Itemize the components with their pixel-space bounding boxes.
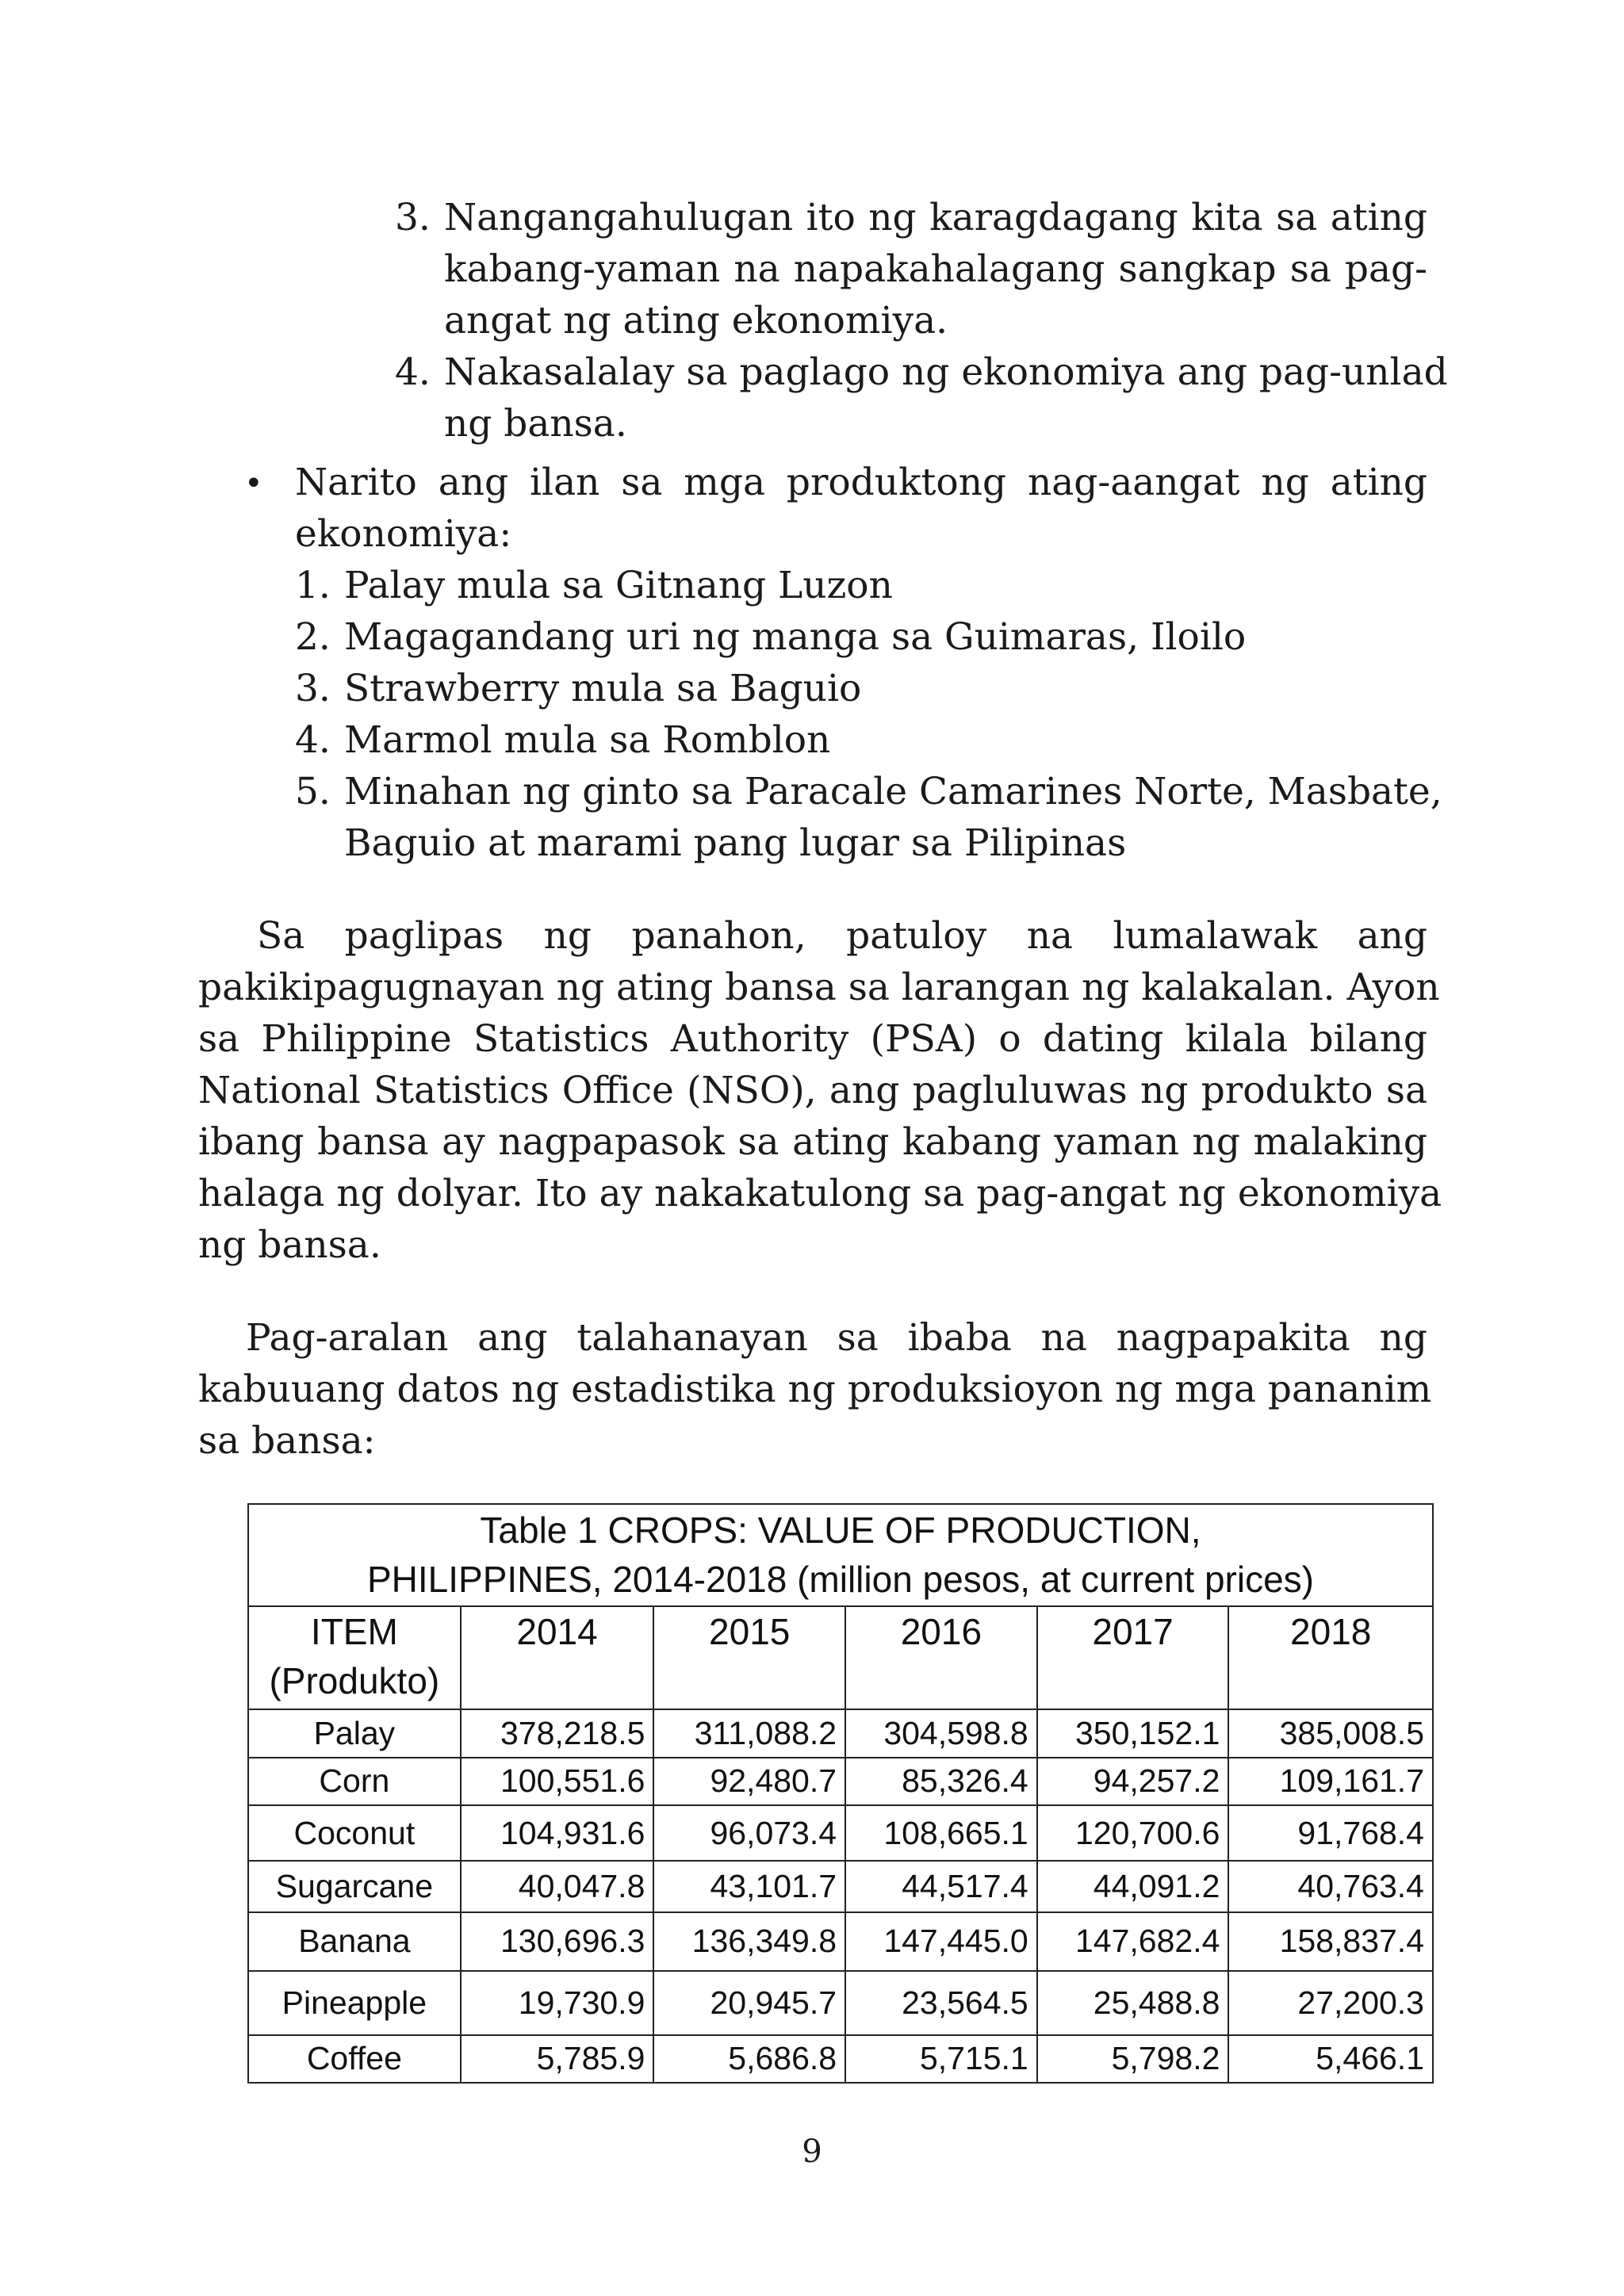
cell-value: 91,768.4 xyxy=(1228,1805,1433,1861)
cell-value: 5,798.2 xyxy=(1037,2035,1229,2083)
table-title-line: PHILIPPINES, 2014-2018 (million pesos, at current prices) xyxy=(367,1559,1314,1601)
cell-value: 5,715.1 xyxy=(845,2035,1037,2083)
list-number: 3. xyxy=(295,667,331,710)
cell-value: 100,551.6 xyxy=(461,1758,654,1805)
column-header-year: 2015 xyxy=(653,1606,845,1710)
list-item-text: Minahan ng ginto sa Paracale Camarines Norte, Masbate, xyxy=(344,770,1442,813)
cell-value: 27,200.3 xyxy=(1228,1971,1433,2034)
list-item-text: Strawberry mula sa Baguio xyxy=(344,667,862,710)
paragraph-line: Pag-aralan ang talahanayan sa ibaba na nagpapakita ng xyxy=(246,1316,1427,1360)
cell-value: 385,008.5 xyxy=(1228,1709,1433,1757)
row-item: Corn xyxy=(248,1758,461,1805)
table-row xyxy=(248,2035,1433,2083)
cell-value: 40,763.4 xyxy=(1228,1861,1433,1911)
crops-production-table xyxy=(247,1503,1434,2084)
cell-value: 44,517.4 xyxy=(845,1861,1037,1911)
cell-value: 85,326.4 xyxy=(845,1758,1037,1805)
table-row xyxy=(248,1912,1433,1971)
table-row xyxy=(248,1758,1433,1805)
bullet-text: Narito ang ilan sa mga produktong nag-aangat ng ating xyxy=(295,461,1427,504)
list-number: 4. xyxy=(395,350,431,394)
table-title-line: Table 1 CROPS: VALUE OF PRODUCTION, xyxy=(480,1510,1201,1552)
cell-value: 147,682.4 xyxy=(1037,1912,1229,1971)
column-header-item xyxy=(248,1606,461,1710)
cell-value: 94,257.2 xyxy=(1037,1758,1229,1805)
list-number: 3. xyxy=(395,196,431,239)
list-number: 5. xyxy=(295,770,331,813)
column-header-year: 2017 xyxy=(1037,1606,1229,1710)
table-title-row xyxy=(248,1504,1433,1606)
list-item-text: Nangangahulugan ito ng karagdagang kita sa ating xyxy=(444,196,1427,239)
bullet-icon: • xyxy=(244,465,263,502)
row-item: Coffee xyxy=(248,2035,461,2083)
bullet-text: ekonomiya: xyxy=(295,512,512,556)
table-row xyxy=(248,1805,1433,1861)
cell-value: 136,349.8 xyxy=(653,1912,845,1971)
row-item: Palay xyxy=(248,1709,461,1757)
cell-value: 44,091.2 xyxy=(1037,1861,1229,1911)
page-number: 9 xyxy=(802,2133,822,2170)
cell-value: 304,598.8 xyxy=(845,1709,1037,1757)
list-number: 2. xyxy=(295,615,331,659)
cell-value: 109,161.7 xyxy=(1228,1758,1433,1805)
cell-value: 311,088.2 xyxy=(653,1709,845,1757)
paragraph-line: sa Philippine Statistics Authority (PSA) o dating kilala bilang xyxy=(198,1017,1427,1061)
cell-value: 40,047.8 xyxy=(461,1861,654,1911)
column-header-year: 2018 xyxy=(1228,1606,1433,1710)
column-header-year: 2016 xyxy=(845,1606,1037,1710)
row-item: Banana xyxy=(248,1912,461,1971)
cell-value: 92,480.7 xyxy=(653,1758,845,1805)
cell-value: 96,073.4 xyxy=(653,1805,845,1861)
cell-value: 20,945.7 xyxy=(653,1971,845,2034)
row-item: Sugarcane xyxy=(248,1861,461,1911)
paragraph-line: Sa paglipas ng panahon, patuloy na lumalawak ang xyxy=(257,914,1427,958)
cell-value: 147,445.0 xyxy=(845,1912,1037,1971)
cell-value: 120,700.6 xyxy=(1037,1805,1229,1861)
list-item-text: Baguio at marami pang lugar sa Pilipinas xyxy=(344,821,1127,865)
paragraph-line: ibang bansa ay nagpapasok sa ating kabang yaman ng malaking xyxy=(198,1120,1427,1164)
list-item-text: ng bansa. xyxy=(444,402,627,446)
cell-value: 108,665.1 xyxy=(845,1805,1037,1861)
cell-value: 378,218.5 xyxy=(461,1709,654,1757)
cell-value: 5,466.1 xyxy=(1228,2035,1433,2083)
list-item-text: Marmol mula sa Romblon xyxy=(344,718,831,762)
table-header-row xyxy=(248,1606,1433,1710)
paragraph-line: kabuuang datos ng estadistika ng produksioyon ng mga pananim xyxy=(198,1368,1432,1411)
row-item: Pineapple xyxy=(248,1971,461,2034)
cell-value: 19,730.9 xyxy=(461,1971,654,2034)
cell-value: 158,837.4 xyxy=(1228,1912,1433,1971)
cell-value: 43,101.7 xyxy=(653,1861,845,1911)
list-item-text: angat ng ating ekonomiya. xyxy=(444,299,948,342)
paragraph-line: ng bansa. xyxy=(198,1223,381,1267)
cell-value: 5,785.9 xyxy=(461,2035,654,2083)
list-item-text: Magagandang uri ng manga sa Guimaras, Iloilo xyxy=(344,615,1247,659)
cell-value: 25,488.8 xyxy=(1037,1971,1229,2034)
table-row xyxy=(248,1861,1433,1911)
list-item-text: kabang-yaman na napakahalagang sangkap sa pag- xyxy=(444,247,1427,291)
list-number: 1. xyxy=(295,564,331,607)
column-header-year: 2014 xyxy=(461,1606,654,1710)
cell-value: 130,696.3 xyxy=(461,1912,654,1971)
paragraph-line: halaga ng dolyar. Ito ay nakakatulong sa pag-angat ng ekonomiya xyxy=(198,1172,1442,1215)
table-row xyxy=(248,1709,1433,1757)
header-line: (Produkto) xyxy=(269,1659,440,1701)
list-number: 4. xyxy=(295,718,331,762)
cell-value: 23,564.5 xyxy=(845,1971,1037,2034)
cell-value: 350,152.1 xyxy=(1037,1709,1229,1757)
header-line: ITEM xyxy=(310,1610,398,1652)
paragraph-line: sa bansa: xyxy=(198,1419,376,1463)
cell-value: 5,686.8 xyxy=(653,2035,845,2083)
paragraph-line: National Statistics Office (NSO), ang pagluluwas ng produkto sa xyxy=(198,1069,1427,1112)
row-item: Coconut xyxy=(248,1805,461,1861)
paragraph-line: pakikipagugnayan ng ating bansa sa larangan ng kalakalan. Ayon xyxy=(198,966,1440,1009)
table-title xyxy=(248,1504,1433,1606)
list-item-text: Palay mula sa Gitnang Luzon xyxy=(344,564,893,607)
list-item-text: Nakasalalay sa paglago ng ekonomiya ang pag-unlad xyxy=(444,350,1448,394)
table-row xyxy=(248,1971,1433,2034)
cell-value: 104,931.6 xyxy=(461,1805,654,1861)
